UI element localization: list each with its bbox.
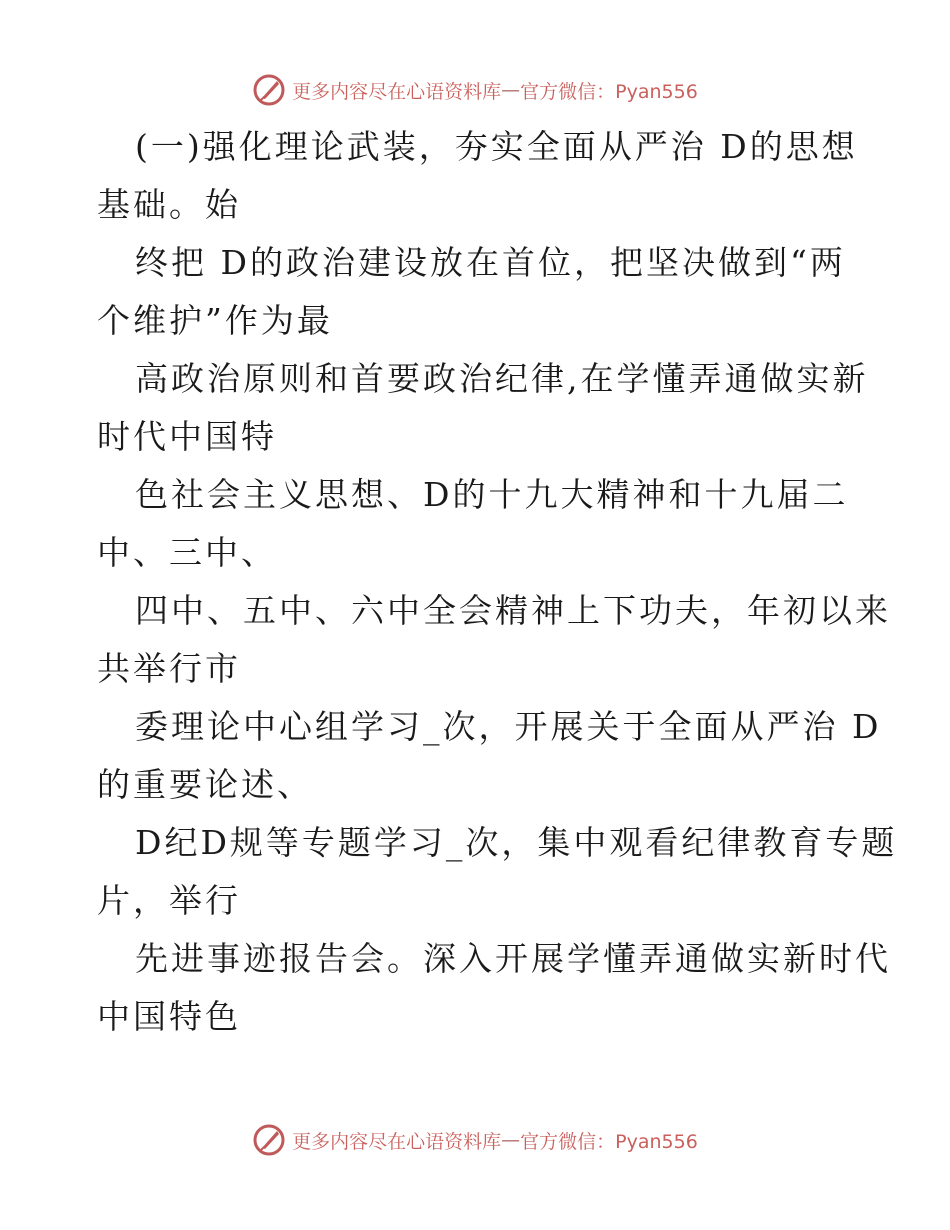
text-line: 中、三中、 (97, 533, 277, 572)
text-line: 个维护”作为最 (97, 301, 333, 340)
text-line: 基础。始 (97, 185, 241, 224)
text-line: 终把 D的政治建设放在首位，把坚决做到“两 (135, 243, 846, 282)
text-line: (一)强化理论武装，夯实全面从严治 D的思想 (135, 127, 858, 166)
text-line: 色社会主义思想、D的十九大精神和十九届二 (135, 475, 849, 514)
quill-logo-icon (252, 73, 286, 107)
quill-logo-icon (252, 1123, 286, 1157)
banner-separator: — (501, 79, 521, 101)
text-line: 片，举行 (97, 881, 241, 920)
wechat-label: 官方微信：Pyan556 (520, 80, 698, 103)
text-line: 时代中国特 (97, 417, 277, 456)
text-line: D纪D规等专题学习_次，集中观看纪律教育专题 (135, 823, 898, 862)
text-line: 中国特色 (97, 997, 241, 1036)
resource-link[interactable]: 更多内容尽在心语资料库 (292, 80, 502, 103)
text-line: 高政治原则和首要政治纪律,在学懂弄通做实新 (135, 359, 869, 398)
text-line: 四中、五中、六中全会精神上下功夫，年初以来 (135, 591, 891, 630)
resource-link[interactable]: 更多内容尽在心语资料库 (292, 1130, 502, 1153)
text-line: 先进事迹报告会。深入开展学懂弄通做实新时代 (135, 939, 891, 978)
footer-banner (0, 1120, 950, 1160)
header-banner (0, 70, 950, 110)
wechat-label: 官方微信：Pyan556 (520, 1130, 698, 1153)
text-line: 委理论中心组学习_次，开展关于全面从严治 D (135, 707, 882, 746)
document-body (97, 118, 898, 1046)
text-line: 共举行市 (97, 649, 241, 688)
text-line: 的重要论述、 (97, 765, 313, 804)
banner-separator: — (501, 1129, 521, 1151)
